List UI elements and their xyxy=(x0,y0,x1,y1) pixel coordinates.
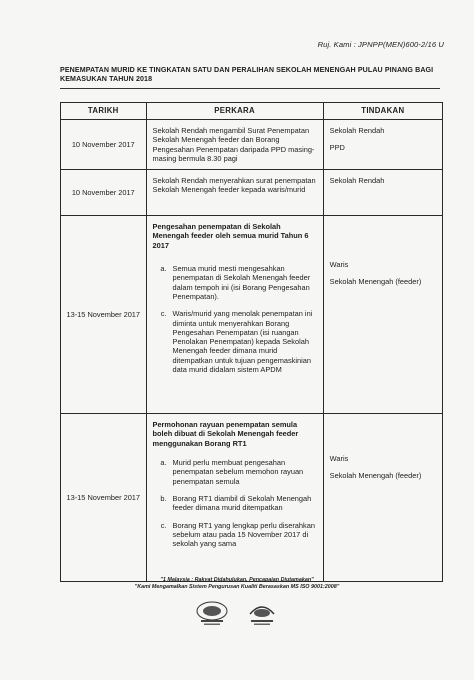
table-row xyxy=(61,120,443,170)
header-date: TARIKH xyxy=(61,103,147,120)
action-item: Sekolah Rendah xyxy=(329,176,385,186)
table-row xyxy=(61,216,443,414)
footer-iso-statement: "Kami Mengamalkan Sistem Pengurusan Kualiti Berasaskan MS ISO 9001:2008" xyxy=(134,584,340,590)
table-header-row xyxy=(61,103,443,120)
row-matter: Sekolah Rendah mengambil Surat Penempatan Sekolah Menengah feeder dan Borang Pengesahan Penempatan daripada PPD masing-masing bermula 8.30 pagi xyxy=(152,126,315,163)
action-item: Waris xyxy=(329,454,349,464)
certification-logos xyxy=(0,600,474,640)
row-date: 13-15 November 2017 xyxy=(61,216,147,414)
row-date: 10 November 2017 xyxy=(61,120,147,170)
quality-certification-logo xyxy=(242,600,282,626)
list-item: a. Murid perlu membuat pengesahan penempatan sebelum memohon rayuan penempatan semula xyxy=(160,458,304,486)
document-heading: PENEMPATAN MURID KE TINGKATAN SATU DAN PERALIHAN SEKOLAH MENENGAH PULAU PINANG BAGI KEMASUKAN TAHUN 2018 xyxy=(60,66,434,83)
table-row xyxy=(61,170,443,216)
row-actions xyxy=(324,216,442,291)
list-item: b. Borang RT1 diambil di Sekolah Menengah feeder dimana murid ditempatkan xyxy=(160,493,312,513)
reference-number: Ruj. Kami : JPNPP(MEN)600-2/16 U xyxy=(317,40,444,49)
footer xyxy=(0,577,474,591)
action-item: Sekolah Rendah xyxy=(329,126,385,135)
header-matter: PERKARA xyxy=(146,103,323,120)
action-item: Sekolah Menengah (feeder) xyxy=(329,471,422,481)
list-item: c. Waris/murid yang menolak penempatan ini diminta untuk menyerahkan Borang Pengesahan Penempatan (isi ruangan Penolakan Penempatan) kepada Sekolah Menengah feeder dimana murid ditempatkan untuk tujuan pengemaskinian data murid didalam sistem APDM xyxy=(160,309,313,375)
action-item: Sekolah Menengah (feeder) xyxy=(329,277,422,287)
row-title: Pengesahan penempatan di Sekolah Menengah feeder oleh semua murid Tahun 6 2017 xyxy=(152,222,309,250)
row-actions xyxy=(324,120,442,157)
heading-divider xyxy=(60,88,440,89)
row-matter: Sekolah Rendah menyerahkan surat penempatan Sekolah Menengah feeder kepada waris/murid xyxy=(152,176,316,195)
row-date: 10 November 2017 xyxy=(61,170,147,216)
list-item: c. Borang RT1 yang lengkap perlu diserahkan sebelum atau pada 15 November 2017 di sekolah yang sama xyxy=(160,520,315,549)
row-actions xyxy=(324,170,442,189)
header-action: TINDAKAN xyxy=(323,103,442,120)
schedule-table xyxy=(60,102,443,582)
list-item: a. Semua murid mesti mengesahkan penempatan di Sekolah Menengah feeder dalam tempoh ini (isi Borang Pengesahan Penempatan). xyxy=(160,264,311,301)
row-date: 13-15 November 2017 xyxy=(61,414,147,582)
action-item: Waris xyxy=(329,260,349,270)
row-actions xyxy=(324,414,442,485)
action-item: PPD xyxy=(329,143,345,153)
row-title: Permohonan rayuan penempatan semula boleh dibuat di Sekolah Menengah feeder menggunakan Borang RT1 xyxy=(152,420,299,448)
certification-mark-icon xyxy=(245,600,279,626)
iso-certification-logo xyxy=(192,600,232,626)
certification-seal-icon xyxy=(195,600,229,626)
footer-motto: "1 Malaysia : Rakyat Didahulukan, Pencapaian Diutamakan" xyxy=(160,577,314,583)
table-row xyxy=(61,414,443,582)
